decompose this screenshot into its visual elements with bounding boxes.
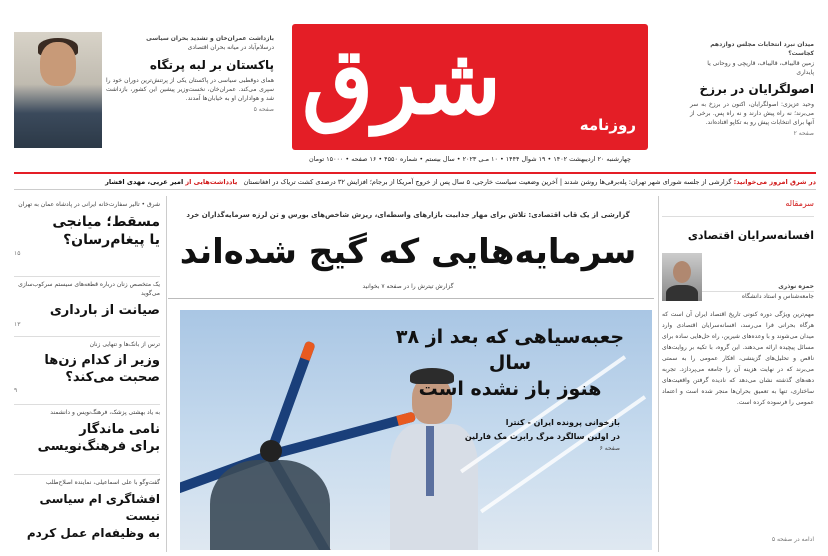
photo-story-headline-1[interactable]: جعبه‌سیاهی که بعد از ۳۸ سال (395, 326, 625, 374)
left-story-title[interactable]: صیانت از بارداری (49, 303, 160, 318)
top-right-page: صفحه ۲ (793, 130, 814, 137)
editorial-column (662, 198, 814, 552)
left-story-kicker: به یاد بهشتی پزشک، فرهنگ‌نویس و دانشمند (50, 409, 160, 416)
left-story-kicker: ترس از بانک‌ها و تنهایی زنان (89, 341, 160, 348)
left-story-kicker: گفت‌وگو با علی اسماعیلی، نماینده اصلاح‌طلب (45, 479, 160, 486)
left-story-title-2[interactable]: یا پیغام‌رسان؟ (63, 232, 160, 248)
editorial-continued: ادامه در صفحه ۵ (771, 536, 814, 543)
left-story-page: ۱۵ (14, 250, 21, 257)
dateline: چهارشنبه ۲۰ اردیبهشت ۱۴۰۲ • ۱۹ شوال ۱۴۴۴ • ۱۰ مـی ۲۰۲۳ • سال بیستم • شماره ۴۵۵۰ • ۱۶ صفحه • ۱۵۰۰۰ تومان (309, 155, 631, 163)
newspaper-subtitle: روزنامه (579, 116, 636, 134)
ticker-text: گزارشی از جلسه شورای شهر تهران: پله‌برقی‌ها روشن شدند | آخرین وضعیت سیاست خارجی، ۵ سال پس از خروج آمریکا از برجام؛ افزایش ۳۲ درصدی کشت تریاک در افغانستان (243, 178, 732, 186)
photo-story-page: صفحه ۶ (599, 445, 620, 452)
lead-headline[interactable]: سرمایه‌هایی که گیج شده‌اند (179, 232, 637, 272)
left-story-5 (14, 474, 160, 548)
left-story-title-2[interactable]: برای فرهنگ‌نویسی (37, 439, 160, 454)
left-story-title-2[interactable]: صحبت می‌کند؟ (65, 370, 160, 385)
top-left-page: صفحه ۵ (253, 106, 274, 113)
ticker-label: در شرق امروز می‌خوانید: (733, 178, 816, 186)
left-story-title[interactable]: مسقط؛ میانجی (52, 214, 160, 230)
left-story-2 (14, 276, 160, 336)
left-story-4 (14, 404, 160, 474)
left-story-title[interactable]: نامی ماندگار (79, 422, 160, 437)
left-story-page: ۹ (14, 387, 18, 394)
imran-khan-photo (14, 32, 102, 148)
top-left-body: همای دوقطبی سیاسی در پاکستان یکی از پرتنش‌ترین دوران خود را سپری می‌کند. عمران‌خان، نخست‌وزیر پیشین این کشور، بازداشت شد و هواداران او به خیابان‌ها آمدند. (106, 77, 274, 102)
top-right-title[interactable]: اصولگرایان در برزخ (699, 82, 814, 96)
author-avatar (662, 253, 702, 301)
photo-story (380, 324, 640, 453)
ticker-highlight: یادداشت‌هایی از (185, 178, 238, 186)
ticker-bar (14, 172, 816, 190)
left-story-1 (14, 200, 160, 276)
left-story-kicker: شرق • تالیر سفارت‌خانه ایرانی در پادشاه عمان به تهران (18, 201, 160, 208)
editorial-author-name: حمزه نوذری (702, 282, 814, 292)
top-right-body: وحید عزیزی: اصولگرایان، اکنون در برزخ به سر می‌برند؛ نه راه پیش دارند و نه راه پس. برخی از آنها برای انتخابات پیش رو به تکاپو افتاده‌اند. (690, 101, 814, 126)
left-story-page: ۱۳ (14, 321, 21, 328)
editorial-section-label: سرمقاله (662, 198, 814, 217)
left-story-3 (14, 336, 160, 404)
top-left-title[interactable]: پاکستان بر لبه پرتگاه (149, 58, 274, 72)
top-left-kicker: بازداشت عمران‌خان و تشدید بحران سیاسی (146, 35, 274, 42)
lead-byline: گزارش تیترش را در صفحه ۷ بخوانید (362, 283, 454, 290)
photo-story-sub-1: بازخوانی پرونده ایران - کنترا (505, 418, 620, 427)
editorial-body: مهم‌ترین ویژگی دوره کنونی تاریخ اقتصاد ایران آن است که هرگاه بحرانی فرا می‌رسد، افسانه‌سرایان اقتصادی وارد میدان می‌شوند و با وعده‌های شیرین، راه حل‌هایی ساده برای مسائل پیچیده ارائه می‌دهند. این گروه، با تکیه بر روایت‌های ناقص و تحلیل‌های گزینشی، افکار عمومی را به سمتی می‌برند که در نهایت هزینه آن را جامعه می‌پردازد. تجربه دهه‌های گذشته نشان می‌دهد که نادیده گرفتن واقعیت‌های ساختاری، تنها به تعمیق بحران‌ها منجر شده است و اعتماد عمومی را فرسوده کرده است. (662, 311, 814, 406)
photo-story-sub-2: در اولین سالگرد مرگ رابرت مک فارلین (464, 432, 620, 441)
ticker-names: امیر عربی، مهدی افشار (105, 178, 184, 186)
newspaper-logo: شرق (302, 27, 502, 135)
top-left-kicker-2: درسلام‌آباد در میانه بحران اقتصادی (187, 44, 274, 51)
top-left-story (106, 34, 274, 146)
photo-story-headline-2[interactable]: هنوز باز نشده است (418, 378, 602, 400)
left-column (14, 200, 160, 552)
left-story-kicker: یک متخصص زنان درباره قطعه‌های سیستم سرکوب‌سازی می‌گوید (18, 281, 160, 297)
top-right-kicker-2: زمین قالیباف، قالیباف، قاریچی و روحانی یا پایداری (707, 60, 814, 76)
lead-kicker: گزارشی از یک قاب اقتصادی: تلاش برای مهار جذابیت بازارهای واسطه‌ای، ریزش شاخص‌های بورس و تن لرزه سرمایه‌گذاران خرد (186, 211, 630, 219)
editorial-author-role: جامعه‌شناس و استاد دانشگاه (741, 293, 814, 300)
top-right-kicker: میدان نبرد انتخابات مجلس دوازدهم کجاست؟ (710, 41, 814, 57)
top-right-story (690, 40, 814, 152)
left-story-title[interactable]: وزیر از کدام زن‌ها (44, 353, 160, 368)
left-story-title-2[interactable]: به وظیفه‌ام عمل کردم (26, 526, 160, 540)
editorial-title[interactable]: افسانه‌سرایان اقتصادی (687, 229, 814, 242)
left-story-title[interactable]: افشاگری ام سیاسی نیست (39, 492, 160, 523)
masthead-logo (292, 24, 648, 150)
